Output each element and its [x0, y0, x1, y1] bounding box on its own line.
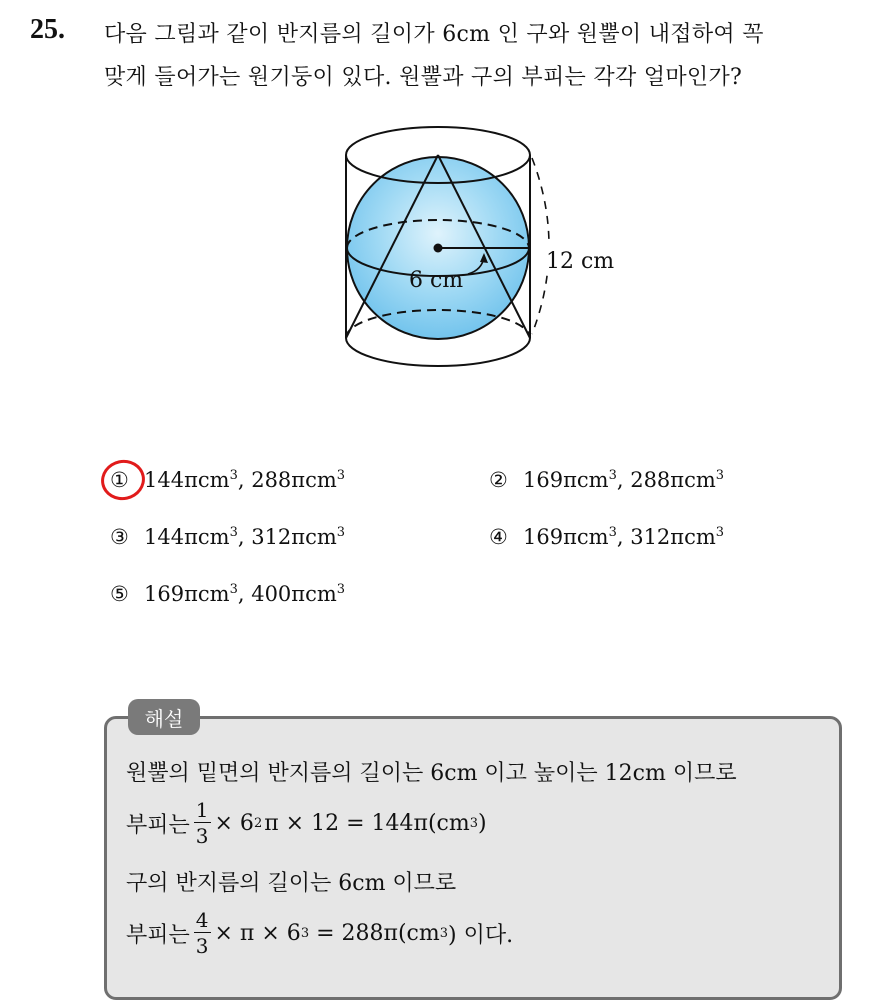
choice-2[interactable]: ② 169πcm$^3$, 288πcm$^3$ [489, 468, 725, 492]
fraction-four-thirds: $\frac{4}{3}$ [195, 908, 209, 958]
radius-label: 6 cm [409, 268, 464, 293]
cylinder-sphere-cone-figure [0, 0, 884, 420]
cylinder-bottom-front [346, 338, 530, 366]
fraction-one-third: $\frac{1}{3}$ [195, 798, 209, 848]
question-text-line-2: 맞게 들어가는 원기둥이 있다. 원뿔과 구의 부피는 각각 얼마인가? [104, 65, 743, 90]
choice-number: ④ [489, 525, 508, 549]
height-label: 12 cm [546, 249, 615, 274]
solution-line-3: 구의 반지름의 길이는 6cm 이므로 [126, 871, 457, 896]
solution-tag: 해설 [128, 699, 200, 735]
question-number: 25. [30, 14, 65, 45]
question-text-line-1: 다음 그림과 같이 반지름의 길이가 6cm 인 구와 원뿔이 내접하여 꼭 [104, 22, 764, 47]
choice-number: ③ [110, 525, 129, 549]
choice-number: ⑤ [110, 582, 129, 606]
choice-4[interactable]: ④ 169πcm$^3$, 312πcm$^3$ [489, 525, 725, 549]
choice-number: ① [110, 468, 129, 492]
solution-line-1: 원뿔의 밑면의 반지름의 길이는 6cm 이고 높이는 12cm 이므로 [126, 761, 737, 786]
solution-line-2: 부피는 $\frac{1}{3}$ × 6 2 π × 12 = 144π(cm 3 ) [126, 798, 487, 848]
choice-number: ② [489, 468, 508, 492]
choice-3[interactable]: ③ 144πcm$^3$, 312πcm$^3$ [110, 525, 346, 549]
choice-1[interactable]: ① 144πcm$^3$, 288πcm$^3$ [110, 468, 346, 492]
choice-5[interactable]: ⑤ 169πcm$^3$, 400πcm$^3$ [110, 582, 346, 606]
solution-line-4: 부피는 $\frac{4}{3}$ × π × 6 3 = 288π(cm 3 ) 이다. [126, 908, 514, 958]
